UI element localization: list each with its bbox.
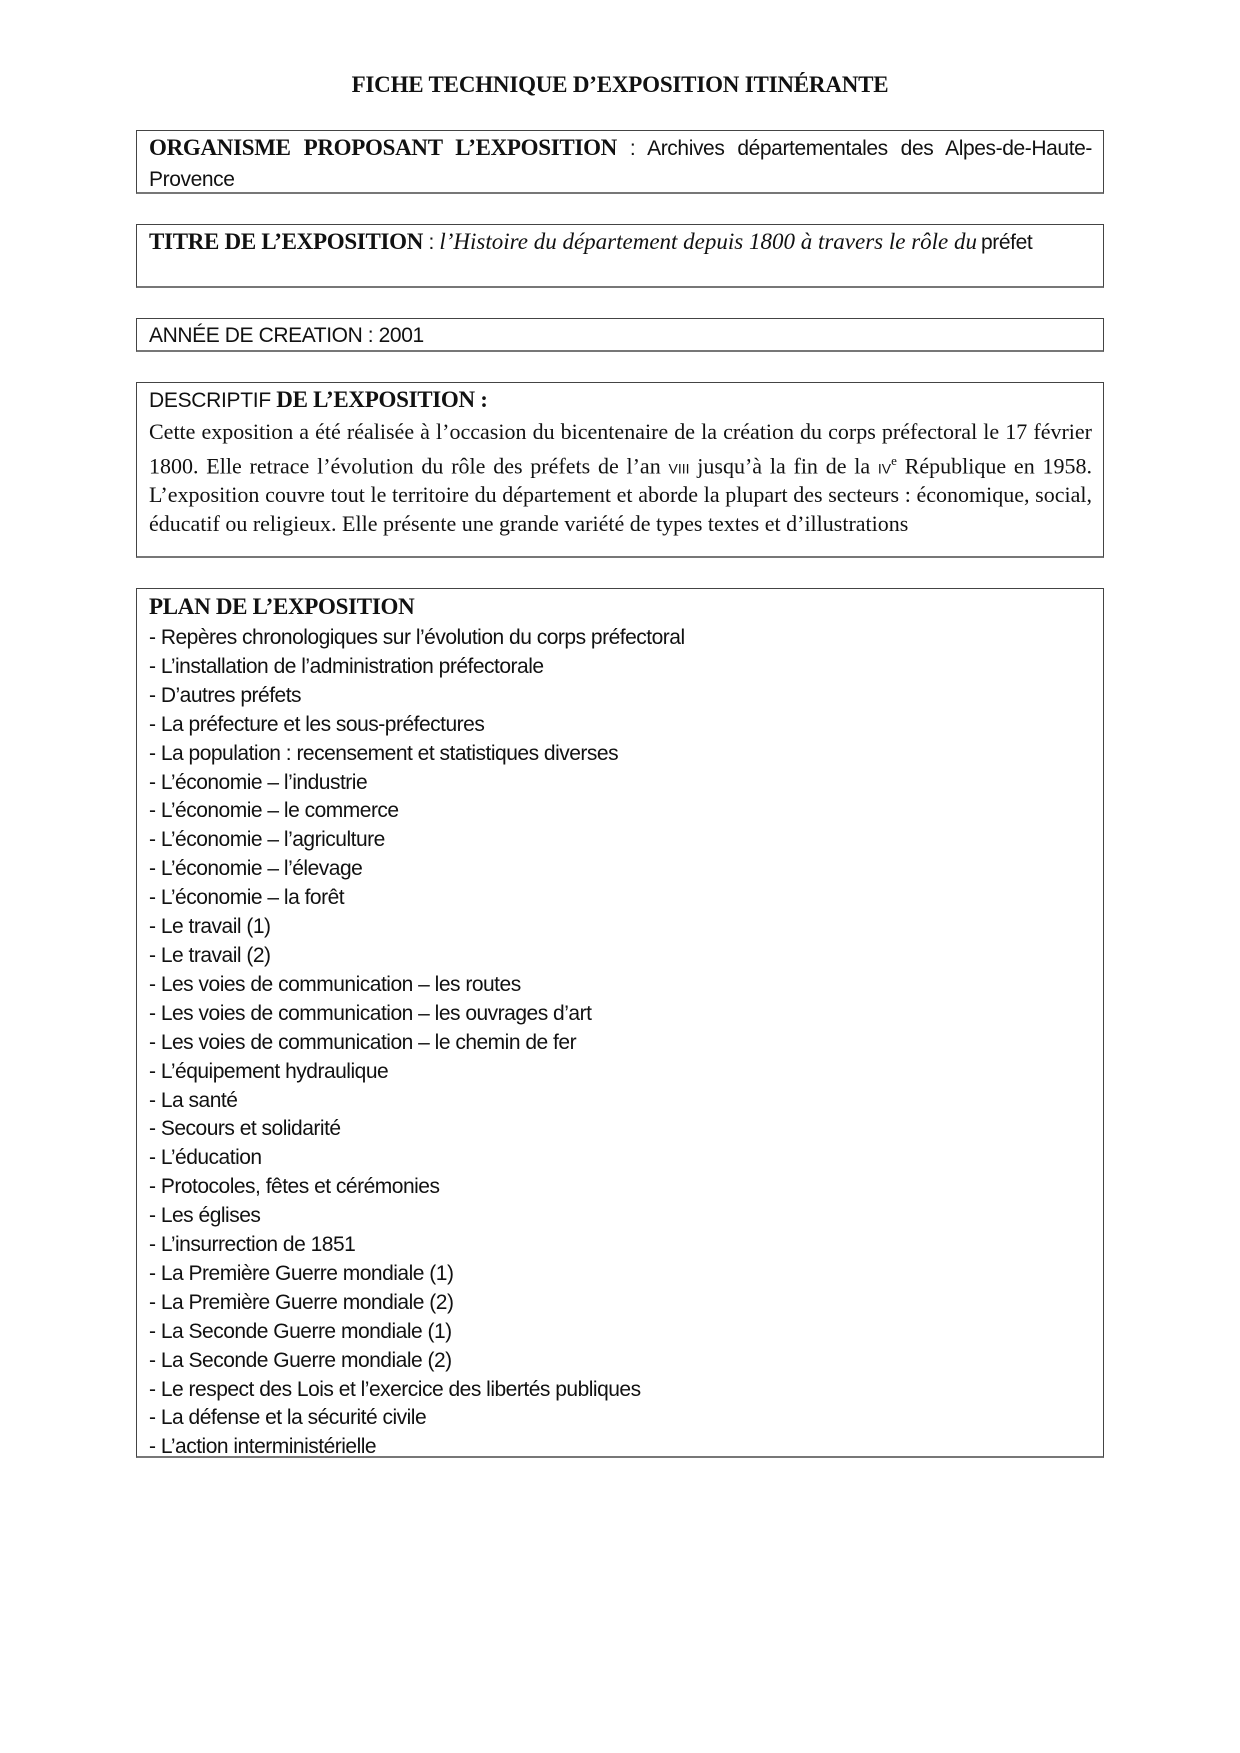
annee-section bbox=[136, 318, 1104, 352]
plan-item: - Le travail (1) bbox=[149, 915, 271, 939]
plan-section bbox=[136, 588, 1104, 1458]
titre-section bbox=[136, 224, 1104, 288]
plan-item: - La population : recensement et statistiques diverses bbox=[149, 741, 619, 765]
plan-item: - Les voies de communication – le chemin de fer bbox=[149, 1030, 577, 1054]
document-title: FICHE TECHNIQUE D’EXPOSITION ITINÉRANTE bbox=[351, 72, 889, 97]
annee-label: ANNÉE DE CREATION : bbox=[149, 324, 379, 347]
plan-item: - Le travail (2) bbox=[149, 943, 271, 967]
descriptif-label-part2: DE L’EXPOSITION : bbox=[270, 387, 488, 412]
descriptif-text-part1: Cette exposition a été réalisée à l’occasion du bicentenaire de la création du corps préfectoral le 17 février 1800. Elle retrace l’évolution du rôle des préfets de l’an bbox=[149, 419, 1092, 478]
plan-item: - L’économie – le commerce bbox=[149, 799, 399, 823]
plan-item: - Repères chronologiques sur l’évolution du corps préfectoral bbox=[149, 626, 685, 649]
titre-label: TITRE DE L’EXPOSITION bbox=[149, 229, 424, 254]
organisme-section bbox=[136, 130, 1104, 194]
plan-item: - Le respect des Lois et l’exercice des libertés publiques bbox=[149, 1377, 641, 1401]
descriptif-label-part1: DESCRIPTIF bbox=[149, 389, 271, 412]
plan-item: - L’économie – l’industrie bbox=[149, 770, 368, 794]
plan-label: PLAN DE L’EXPOSITION bbox=[149, 594, 415, 619]
plan-item: - L’insurrection de 1851 bbox=[149, 1233, 356, 1257]
titre-value-italic: l’Histoire du département depuis 1800 à travers le rôle du bbox=[439, 229, 978, 254]
plan-item: - L’équipement hydraulique bbox=[149, 1059, 389, 1083]
plan-item: - La santé bbox=[149, 1088, 238, 1112]
descriptif-section bbox=[136, 382, 1104, 558]
organisme-label: ORGANISME PROPOSANT L’EXPOSITION bbox=[149, 135, 617, 160]
titre-value-rest: préfet bbox=[981, 231, 1033, 254]
descriptif-text-part2: jusqu’à la fin de la bbox=[689, 452, 878, 478]
plan-item: - La Première Guerre mondiale (2) bbox=[149, 1290, 454, 1314]
descriptif-text bbox=[149, 418, 1092, 538]
plan-item: - La Première Guerre mondiale (1) bbox=[149, 1261, 454, 1285]
annee-value: 2001 bbox=[378, 324, 424, 347]
an-numeral: viii bbox=[668, 455, 690, 478]
plan-item: - Secours et solidarité bbox=[149, 1117, 341, 1141]
titre-separator: : bbox=[423, 231, 440, 254]
plan-item: - Protocoles, fêtes et cérémonies bbox=[149, 1175, 440, 1199]
plan-item: - L’économie – la forêt bbox=[149, 886, 345, 910]
plan-item: - L’action interministérielle bbox=[149, 1435, 377, 1459]
plan-item: - L’économie – l’agriculture bbox=[149, 828, 385, 852]
plan-item: - La Seconde Guerre mondiale (1) bbox=[149, 1319, 452, 1343]
plan-item: - La Seconde Guerre mondiale (2) bbox=[149, 1348, 452, 1372]
plan-item: - D’autres préfets bbox=[149, 683, 302, 707]
plan-list bbox=[149, 624, 1092, 1462]
plan-item: - Les églises bbox=[149, 1204, 261, 1228]
plan-item: - L’éducation bbox=[149, 1146, 262, 1170]
plan-item: - Les voies de communication – les routes bbox=[149, 972, 521, 996]
plan-item: - L’installation de l’administration préfectorale bbox=[149, 654, 544, 678]
plan-item: - La préfecture et les sous-préfectures bbox=[149, 712, 485, 736]
plan-item: - L’économie – l’élevage bbox=[149, 857, 363, 881]
plan-item: - La défense et la sécurité civile bbox=[149, 1406, 427, 1430]
organisme-value: Archives départementales des Alpes-de-Haute-Provence bbox=[149, 137, 1093, 191]
organisme-separator: : bbox=[617, 137, 648, 160]
republic-numeral: iv bbox=[877, 455, 892, 478]
republic-superscript: e bbox=[891, 452, 897, 468]
descriptif-text-part3: République en 1958. L’exposition couvre tout le territoire du département et aborde la plupart des secteurs : économique, social, éducatif ou religieux. Elle présente une grande variété de types textes et d’illustrations bbox=[149, 452, 1092, 536]
plan-item: - Les voies de communication – les ouvrages d’art bbox=[149, 1001, 592, 1025]
